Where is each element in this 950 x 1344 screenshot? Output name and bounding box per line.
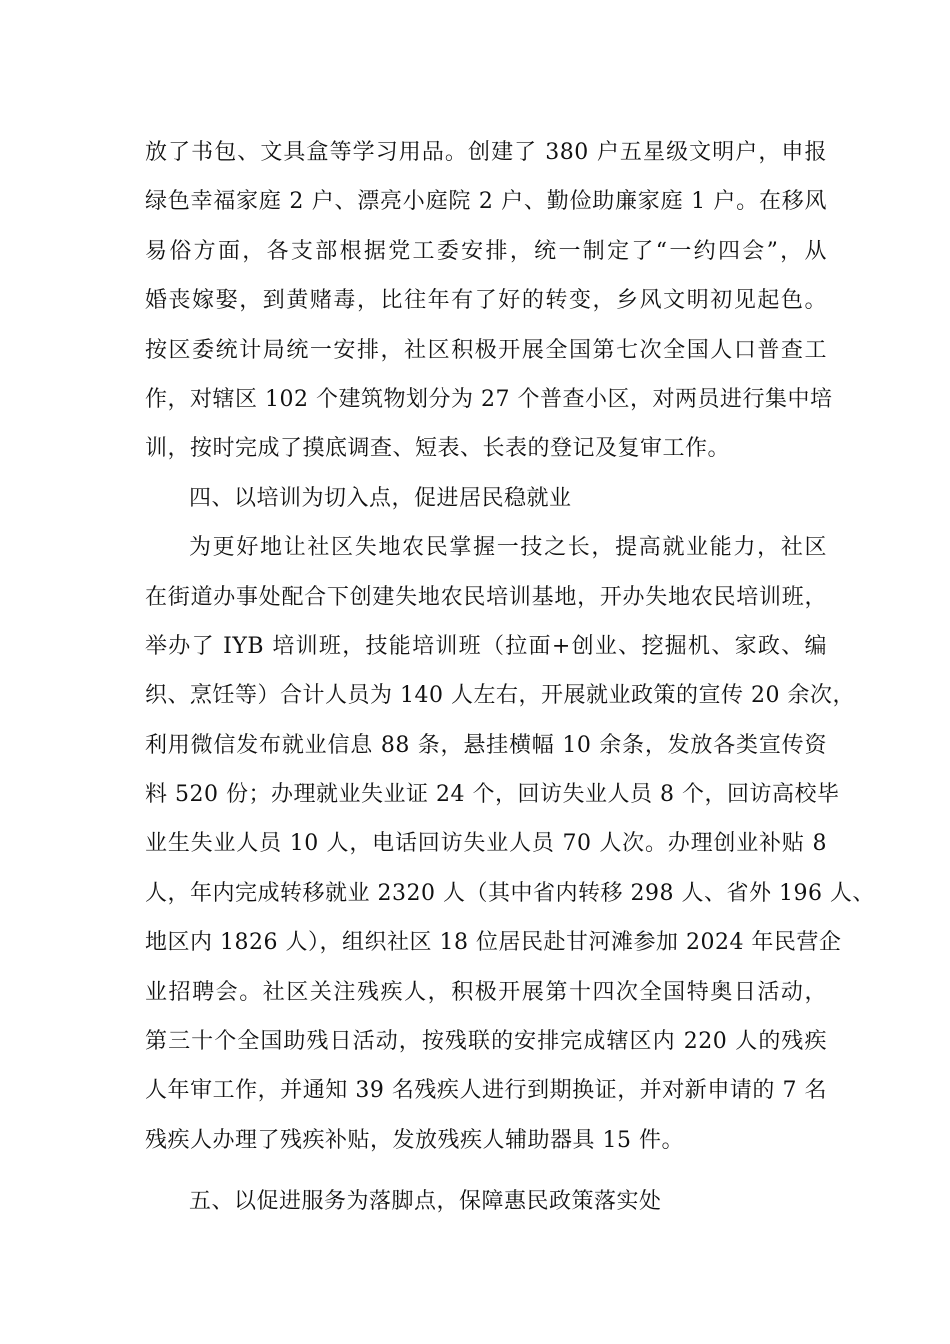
text-line: 作，对辖区 102 个建筑物划分为 27 个普查小区，对两员进行集中培 — [145, 386, 833, 412]
text-line: 地区内 1826 人），组织社区 18 位居民赴甘河滩参加 2024 年民营企 — [145, 930, 842, 956]
paragraph-1 — [145, 128, 833, 474]
document-page — [145, 128, 875, 1227]
text-line: 举办了 IYB 培训班，技能培训班（拉面+创业、挖掘机、家政、编 — [145, 633, 827, 659]
text-line: 利用微信发布就业信息 88 条，悬挂横幅 10 余条，发放各类宣传资 — [145, 732, 827, 758]
text-line: 放了书包、文具盒等学习用品。创建了 380 户五星级文明户，申报 — [145, 140, 827, 165]
section-heading-5: 五、以促进服务为落脚点，保障惠民政策落实处 — [189, 1189, 662, 1215]
text-line: 易俗方面，各支部根据党工委安排，统一制定了“一约四会”，从 — [145, 238, 827, 264]
text-line: 训，按时完成了摸底调查、短表、长表的登记及复审工作。 — [145, 436, 731, 462]
section-heading-4: 四、以培训为切入点，促进居民稳就业 — [189, 485, 572, 511]
text-line: 料 520 份；办理就业失业证 24 个，回访失业人员 8 个，回访高校毕 — [145, 782, 840, 808]
text-line: 绿色幸福家庭 2 户、漂亮小庭院 2 户、勤俭助廉家庭 1 户。在移风 — [145, 189, 827, 215]
text-line: 人，年内完成转移就业 2320 人（其中省内转移 298 人、省外 196 人、 — [145, 880, 875, 906]
paragraph-2 — [145, 523, 875, 1165]
text-line: 业招聘会。社区关注残疾人，积极开展第十四次全国特奥日活动， — [145, 979, 827, 1005]
text-line: 为更好地让社区失地农民掌握一技之长，提高就业能力，社区 — [189, 535, 827, 561]
text-line: 在街道办事处配合下创建失地农民培训基地，开办失地农民培训班， — [145, 584, 827, 610]
text-line: 婚丧嫁娶，到黄赌毒，比往年有了好的转变，乡风文明初见起色。 — [145, 288, 827, 314]
text-line: 业生失业人员 10 人，电话回访失业人员 70 人次。办理创业补贴 8 — [145, 831, 827, 857]
text-line: 按区委统计局统一安排，社区积极开展全国第七次全国人口普查工 — [145, 337, 827, 363]
text-line: 第三十个全国助残日活动，按残联的安排完成辖区内 220 人的残疾 — [145, 1029, 827, 1055]
text-line: 残疾人办理了残疾补贴，发放残疾人辅助器具 15 件。 — [145, 1127, 684, 1153]
text-line: 人年审工作，并通知 39 名残疾人进行到期换证，并对新申请的 7 名 — [145, 1078, 827, 1104]
text-line: 织、烹饪等）合计人员为 140 人左右，开展就业政策的宣传 20 余次， — [145, 683, 855, 709]
